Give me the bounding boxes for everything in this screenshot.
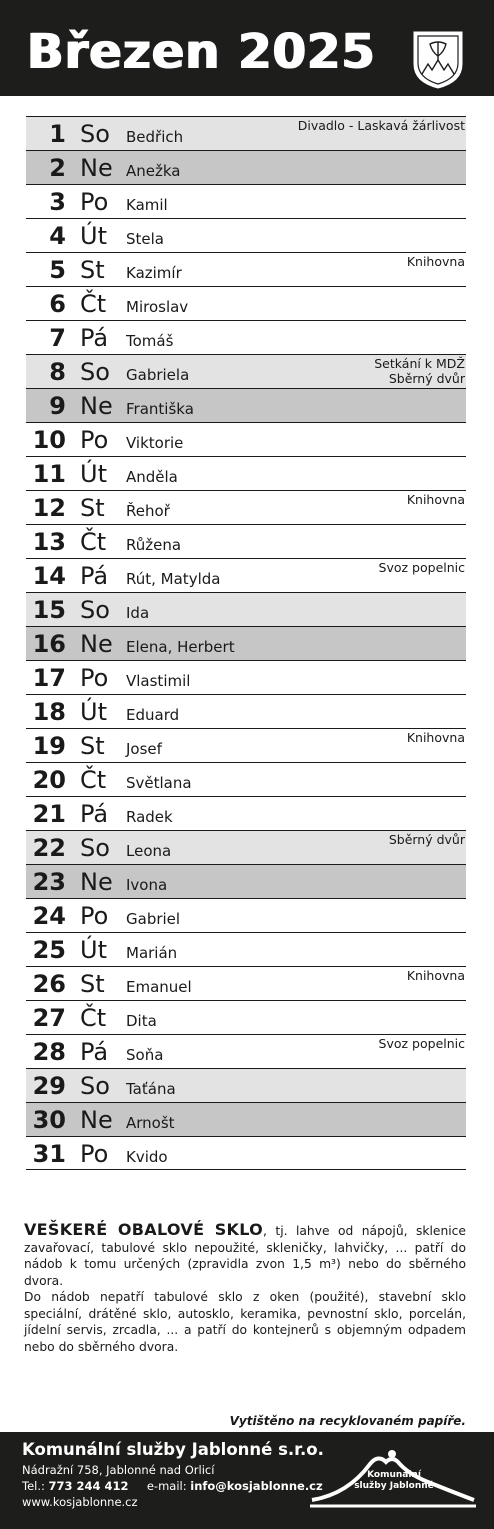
day-number: 19 [32,732,66,760]
day-of-week: St [80,732,105,760]
calendar-row [26,524,466,558]
name-day: Gabriela [126,366,190,384]
contact-line [22,1479,323,1494]
calendar-row [26,1102,466,1136]
name-day: Eduard [126,706,180,724]
day-of-week: Po [80,902,109,930]
name-day: Emanuel [126,978,192,996]
recycled-note: Vytištěno na recyklovaném papíře. [229,1414,466,1428]
name-day: Anděla [126,468,178,486]
calendar-row [26,694,466,728]
name-day: Rút, Matylda [126,570,221,588]
day-number: 24 [32,902,66,930]
footer [0,1432,494,1529]
info-paragraph-2: Do nádob nepatří tabulové sklo z oken (použité), stavební sklo speciální, drátěné sklo, autosklo, keramika, pevnostní sklo, porcelán, jídelní servis, zrcadla, ... a patří do kontejnerů s objemným odpadem nebo do sběrného dvora. [24,1290,466,1354]
name-day: Josef [126,740,162,758]
calendar-table [26,116,466,1170]
day-number: 9 [49,392,66,420]
name-day: Soňa [126,1046,164,1064]
name-day: Leona [126,842,172,860]
day-of-week: Pá [80,1038,109,1066]
day-number: 31 [32,1140,66,1168]
event-note: Knihovna [406,730,465,745]
calendar-row [26,252,466,286]
event-note: Svoz popelnic [378,1036,465,1051]
day-of-week: So [80,120,110,148]
day-number: 25 [32,936,66,964]
day-of-week: Út [80,222,107,250]
day-of-week: Pá [80,800,109,828]
calendar-row [26,728,466,762]
day-number: 5 [49,256,66,284]
day-of-week: St [80,494,105,522]
day-of-week: Čt [80,528,107,556]
calendar-row [26,150,466,184]
calendar-row [26,1000,466,1034]
name-day: Kvido [126,1148,168,1166]
day-number: 15 [32,596,66,624]
name-day: Vlastimil [126,672,191,690]
calendar-row [26,864,466,898]
event-note: Svoz popelnic [378,560,465,575]
day-of-week: Út [80,936,107,964]
day-number: 7 [49,324,66,352]
tel-number: 773 244 412 [48,1479,129,1493]
company-address: Nádražní 758, Jablonné nad Orlicí [22,1463,215,1477]
company-name: Komunální služby Jablonné s.r.o. [22,1440,324,1459]
event-note: Sběrný dvůr [388,832,465,847]
name-day: Ida [126,604,150,622]
day-of-week: St [80,970,105,998]
info-heading: VEŠKERÉ OBALOVÉ SKLO [24,1220,264,1239]
day-of-week: So [80,596,110,624]
calendar-row [26,1034,466,1068]
day-of-week: Po [80,664,109,692]
event-note: Knihovna [406,492,465,507]
event-note: Knihovna [406,968,465,983]
day-number: 21 [32,800,66,828]
day-of-week: So [80,1072,110,1100]
calendar-row [26,1068,466,1102]
day-of-week: Čt [80,766,107,794]
name-day: Růžena [126,536,182,554]
day-number: 16 [32,630,66,658]
day-number: 18 [32,698,66,726]
calendar-row [26,490,466,524]
day-number: 12 [32,494,66,522]
day-number: 22 [32,834,66,862]
day-number: 26 [32,970,66,998]
calendar-row [26,320,466,354]
name-day: Viktorie [126,434,184,452]
name-day: Ivona [126,876,168,894]
calendar-row [26,184,466,218]
email-label: e-mail: [146,1479,187,1493]
calendar-row [26,558,466,592]
day-number: 20 [32,766,66,794]
calendar-row [26,1136,466,1170]
day-number: 14 [32,562,66,590]
day-of-week: Pá [80,562,109,590]
tel-label: Tel.: [22,1479,45,1493]
day-number: 23 [32,868,66,896]
day-of-week: Ne [80,630,113,658]
day-of-week: So [80,834,110,862]
name-day: Anežka [126,162,181,180]
name-day: Dita [126,1012,157,1030]
day-number: 3 [49,188,66,216]
email-link[interactable]: info@kosjablonne.cz [190,1479,323,1493]
calendar-row [26,932,466,966]
day-of-week: So [80,358,110,386]
name-day: Marián [126,944,178,962]
calendar-row [26,388,466,422]
name-day: Františka [126,400,194,418]
day-of-week: Ne [80,154,113,182]
name-day: Taťána [126,1080,176,1098]
name-day: Radek [126,808,173,826]
name-day: Gabriel [126,910,181,928]
day-of-week: Ne [80,1106,113,1134]
calendar-row [26,456,466,490]
day-of-week: St [80,256,105,284]
event-note: Divadlo - Laskavá žárlivost [297,118,465,133]
name-day: Řehoř [126,502,170,520]
day-of-week: Čt [80,290,107,318]
calendar-row [26,830,466,864]
calendar-row [26,286,466,320]
event-note: Setkání k MDŽ Sběrný dvůr [374,356,465,386]
day-number: 1 [49,120,66,148]
calendar-row [26,354,466,388]
logo-line-1: Komunální [367,1470,421,1480]
day-number: 17 [32,664,66,692]
name-day: Elena, Herbert [126,638,235,656]
day-of-week: Po [80,426,109,454]
calendar-row [26,898,466,932]
calendar-row [26,626,466,660]
day-number: 10 [32,426,66,454]
calendar-row [26,218,466,252]
event-note: Knihovna [406,254,465,269]
calendar-row [26,796,466,830]
day-of-week: Út [80,698,107,726]
name-day: Arnošt [126,1114,175,1132]
info-paragraph-1 [24,1222,466,1289]
calendar-row [26,592,466,626]
day-of-week: Út [80,460,107,488]
day-of-week: Po [80,1140,109,1168]
calendar-row [26,762,466,796]
town-crest-icon [412,30,464,90]
day-number: 11 [32,460,66,488]
day-number: 4 [49,222,66,250]
day-of-week: Ne [80,392,113,420]
calendar-row [26,660,466,694]
day-of-week: Ne [80,868,113,896]
calendar-row [26,116,466,150]
day-of-week: Pá [80,324,109,352]
day-number: 28 [32,1038,66,1066]
day-of-week: Po [80,188,109,216]
day-number: 27 [32,1004,66,1032]
web-link[interactable]: www.kosjablonne.cz [22,1495,138,1509]
name-day: Stela [126,230,164,248]
day-number: 8 [49,358,66,386]
day-number: 13 [32,528,66,556]
logo-text [334,1470,454,1492]
glass-info [24,1222,466,1355]
name-day: Tomáš [126,332,174,350]
name-day: Miroslav [126,298,189,316]
name-day: Kazimír [126,264,182,282]
name-day: Světlana [126,774,192,792]
day-number: 30 [32,1106,66,1134]
name-day: Bedřich [126,128,184,146]
day-number: 29 [32,1072,66,1100]
header [0,0,494,96]
name-day: Kamil [126,196,168,214]
page-title: Březen 2025 [26,24,375,80]
day-number: 6 [49,290,66,318]
day-of-week: Čt [80,1004,107,1032]
calendar-row [26,422,466,456]
calendar-row [26,966,466,1000]
info-text-1: , tj. lahve od nápojů, sklenice zavařovací, tabulové sklo nepoužité, skleničky, lahvičky, ... patří do nádob k tomu určených (zpravidla zvon 1,5 m³) nebo do sběrného dvora. [24,1224,466,1288]
logo-line-2: služby Jablonné [354,1481,434,1491]
day-number: 2 [49,154,66,182]
